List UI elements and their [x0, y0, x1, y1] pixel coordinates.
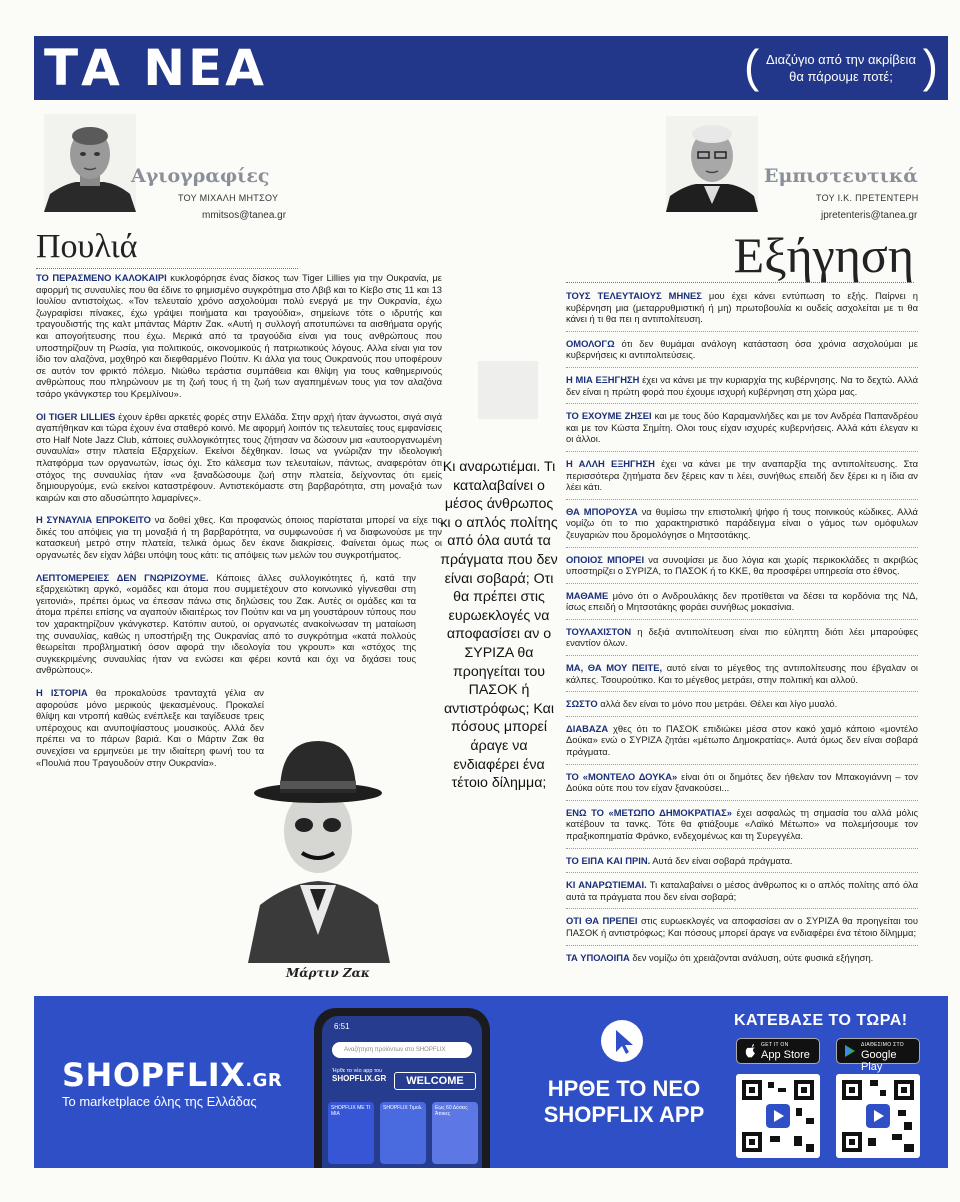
- apple-icon: [743, 1044, 757, 1058]
- paragraph: ΚΙ ΑΝΑΡΩΤΙΕΜΑΙ. Τι καταλαβαίνει ο μέσος άνθρωπος κι ο απλός πολίτης από όλα αυτά τα πράγματα που δεν είναι σοβαρά;: [566, 879, 918, 909]
- paragraph: ΤΟ ΠΕΡΑΣΜΕΝΟ ΚΑΛΟΚΑΙΡΙ κυκλοφόρησε ένας δίσκος των Tiger Lillies για την Ουκρανία, με αφορμή τις συναυλίες που θα έδινε το φημισμένο συγκρότημα στο Λβιβ και το Κίεβο στις 11 και 13 Ιουλίου αντιστοίχως. «Τον τελευταίο χρόνο ασχολούμαι πολύ ενεργά με την Ουκρανία, έχω ζωγραφίσει πίνακες, έχω γράψει ποιήματα και τραγούδια», σημείωνε τότε ο ιδρυτής και τραγουδιστής της καλτ μπάντας Μάρτιν Ζακ. «Αυτή η συλλογή αποτυπώνει τα αισθήματα οργής και απογοήτευσης που έχω. Μερικά από τα τραγούδια είναι για τους ανθρώπους που υποστηρίζουν τη Ρωσία, για πολιτικούς, οικονομικούς ή πατριωτικούς λόγους. Αλλα είναι για τον ίδιο τον αλαζόνα, μοχθηρό και διεφθαρμένο Πούτιν. Κι άλλα για τους Ουκρανούς που υποφέρουν σε αυτόν τον φρικτό πόλεμο. Νιώθω τεράστια συμπάθεια και θλίψη για τους καθημερινούς ανθρώπους που πληρώνουν με τη ζωή τους ή τη ζωή των αγαπημένων τους για τον αλαζόνα τσάρο γκάνγκστερ του Κρεμλίνου».: [36, 272, 442, 399]
- phone-time: 6:51: [334, 1022, 350, 1031]
- qr-code-appstore[interactable]: [736, 1074, 820, 1158]
- google-play-icon: [843, 1044, 857, 1058]
- paragraph: Η ΜΙΑ ΕΞΗΓΗΣΗ έχει να κάνει με την κυριαρχία της κυβέρνησης. Να το δεχτώ. Αλλά δεν είναι η πρώτη φορά που έχουμε ισχυρή κυβέρνηση στη χώρα μας.: [566, 374, 918, 404]
- motto-line-2: θα πάρουμε ποτέ;: [789, 69, 893, 84]
- pull-quote: Κι αναρωτιέμαι. Τι καταλαβαίνει ο μέσος άνθρωπος κι ο απλός πολίτης από όλα αυτά τα πράγματα που δεν είναι σοβαρά; Οτι θα πρέπει στις ευρωεκλογές να αποφασίσει αν ο ΣΥΡΙΖΑ θα προηγείται του ΠΑΣΟΚ ή αντιστρόφως; Και πόσους μπορεί άραγε να ενδιαφέρει ένα τέτοιο δίλημμα;: [440, 459, 558, 792]
- paragraph: ΣΩΣΤΟ αλλά δεν είναι το μόνο που μετράει. Θέλει και λίγο μυαλό.: [566, 698, 918, 717]
- columnist-portrait-mitsos: [44, 114, 136, 212]
- article-title-left: Πουλιά: [36, 228, 138, 265]
- phone-card: SHOPFLIX Τιμολ.: [380, 1102, 426, 1164]
- rubric-right: Εμπιστευτικά: [764, 165, 918, 187]
- paragraph: Η ΑΛΛΗ ΕΞΗΓΗΣΗ έχει να κάνει με την αναπαρξία της αντιπολίτευσης. Στα περισσότερα ζητήματα δεν ξέρεις καν τι λέει, συνήθως επειδή δεν ξέρει κι η ίδια αν λέει κάτι.: [566, 458, 918, 500]
- paragraph: ΟΠΟΙΟΣ ΜΠΟΡΕΙ να συνοψίσει με δυο λόγια και χωρίς περικοκλάδες τι ακριβώς υποστηρίζει ο ΣΥΡΙΖΑ, το ΠΑΣΟΚ ή το ΚΚΕ, θα προσφέρει υπηρεσία στο έθνος.: [566, 554, 918, 584]
- phone-card: SHOPFLIX ΜΕ ΤΙ ΜΙΑ: [328, 1102, 374, 1164]
- article-body-right: [566, 290, 918, 975]
- paragraph: ΤΟΥΛΑΧΙΣΤΟΝ η δεξιά αντιπολίτευση είναι πιο εύληπτη διότι λέει μπαρούφες εναντίον όλων.: [566, 626, 918, 656]
- masthead-motto: [744, 40, 938, 92]
- email-right[interactable]: jpretenteris@tanea.gr: [821, 210, 918, 221]
- masthead: [34, 36, 948, 100]
- byline-left: ΤΟΥ ΜΙΧΑΛΗ ΜΗΤΣΟΥ: [178, 193, 279, 203]
- paragraph: ΟΜΟΛΟΓΩ ότι δεν θυμάμαι ανάλογη κατάσταση όσα χρόνια ασχολούμαι με κυβερνήσεις κι αντιπολιτεύσεις.: [566, 338, 918, 368]
- article-title-right: Εξήγηση: [733, 227, 914, 283]
- motto-line-1: Διαζύγιο από την ακρίβεια: [766, 52, 916, 67]
- paragraph: ΔΙΑΒΑΖΑ χθες ότι το ΠΑΣΟΚ επιδιώκει μέσα στον κακό χαμό κάποιο «μοντέλο Δούκα» ενώ ο ΣΥΡΙΖΑ ζητάει «μέτωπο Δημοκρατίας». Αυτά όμως δεν είναι σοβαρά πράγματα.: [566, 723, 918, 765]
- phone-card: Εως 60 Δόσεις Άτοκες: [432, 1102, 478, 1164]
- pointer-icon: [601, 1020, 643, 1062]
- paragraph: ΟΤΙ ΘΑ ΠΡΕΠΕΙ στις ευρωεκλογές να αποφασίσει αν ο ΣΥΡΙΖΑ θα προηγείται του ΠΑΣΟΚ ή αντιστρόφως; Και πόσους μπορεί άραγε να ενδιαφέρει ένα τέτοιο δίλημμα;: [566, 915, 918, 945]
- paragraph: ΤΟ ΕΙΠΑ ΚΑΙ ΠΡΙΝ. Αυτά δεν είναι σοβαρά πράγματα.: [566, 855, 918, 874]
- paragraph: ΜΑ, ΘΑ ΜΟΥ ΠΕΙΤΕ, αυτό είναι το μέγεθος της αντιπολίτευσης που έβγαλαν οι κάλπες. Τσουρούτικο. Και το μέγεθος μετράει, στην πολιτική και αλλού.: [566, 662, 918, 692]
- article-body-left: [36, 272, 442, 779]
- paragraph: ΤΟ «ΜΟΝΤΕΛΟ ΔΟΥΚΑ» είναι ότι οι δημότες δεν ήθελαν τον Μπακογιάννη – τον Δούκα ούτε που τον είχαν ξανακούσει...: [566, 771, 918, 801]
- title-divider-right: [566, 282, 914, 283]
- google-play-button[interactable]: ΔΙΑΘΕΣΙΜΟ ΣΤΟ Google Play: [836, 1038, 920, 1064]
- phone-welcome-badge: WELCOME: [394, 1072, 476, 1090]
- shopflix-ad-banner[interactable]: [34, 996, 948, 1168]
- faint-background-graphic: [472, 355, 552, 425]
- download-now-label: ΚΑΤΕΒΑΣΕ ΤΟ ΤΩΡΑ!: [734, 1012, 908, 1029]
- phone-cards: [328, 1102, 478, 1166]
- phone-search-bar: Αναζήτηση προϊόντων στο SHOPFLIX: [332, 1042, 472, 1058]
- rubric-left: Αγιογραφίες: [131, 165, 270, 187]
- paragraph: ΘΑ ΜΠΟΡΟΥΣΑ να θυμίσω την επιστολική ψήφο ή τους ποινικούς κώδικες. Αλλά νομίζω ότι το πιο χαρακτηριστικό παράδειγμα είναι ο γάμος των ομόφυλων ζευγαριών που δρομολόγησε ο Μητσοτάκης.: [566, 506, 918, 548]
- martin-zak-photo: [238, 735, 398, 963]
- paragraph: ΤΟΥΣ ΤΕΛΕΥΤΑΙΟΥΣ ΜΗΝΕΣ μου έχει κάνει εντύπωση το εξής. Παίρνει η κυβέρνηση μια (μεταρρυθμιστική ή μη) πρωτοβουλία κι ουδείς ασχολείται με τι θα κάνει ή τι θα πει η αντιπολίτευση.: [566, 290, 918, 332]
- paragraph: ΜΑΘΑΜΕ μόνο ότι ο Ανδρουλάκης δεν προτίθεται να δέσει τα κορδόνια της ΝΔ, ίσως επειδή ο Μητσοτάκης φοράει συνήθως μοκασίνια.: [566, 590, 918, 620]
- phone-screen: [322, 1016, 482, 1168]
- paragraph: ΤΑ ΥΠΟΛΟΙΠΑ δεν νομίζω ότι χρειάζονται ανάλυση, ούτε φυσικά εξήγηση.: [566, 951, 874, 963]
- shopflix-logo: SHOPFLIX.GR: [62, 1056, 283, 1094]
- byline-right: ΤΟΥ Ι.Κ. ΠΡΕΤΕΝΤΕΡΗ: [816, 193, 919, 203]
- phone-app-promo: Ήρθε το νέο app του SHOPFLIX.GR: [332, 1068, 387, 1083]
- paragraph: ΟΙ TIGER LILLIES έχουν έρθει αρκετές φορές στην Ελλάδα. Στην αρχή ήταν άγνωστοι, σιγά σιγά αγαπήθηκαν και τώρα έχουν ένα σταθερό κοινό. Με αφορμή λοιπόν τις τελευταίες τους εμφανίσεις στο Half Note Jazz Club, κάποιες συλλογικότητες τους ζήτησαν να δώσουν μια «αυτοοργανωμένη συναυλία» στην πλατεία Εξαρχείων. Εκείνοι δέχθηκαν. Ισως να γνώριζαν την ιδεολογική πλατφόρμα των οργανωτών, ίσως όχι. Στο κάλεσμα των τελευταίων, πάντως, αναφερόταν ότι στόχος της συναυλίας ήταν «να ξαναδώσουμε ζωή στην πλατεία, δείχνοντας ότι εμείς δημιουργούμε, ενώ εκείνοι καταστρέφουν. Αντιστεκόμαστε στη βαρβαρότητα, στη μοναξιά των καιρών και στο αδυσώπητο λαμαρίνες».: [36, 410, 442, 503]
- app-store-button[interactable]: GET IT ON App Store: [736, 1038, 820, 1064]
- left-paren-decoration: (: [744, 40, 760, 92]
- title-divider-left: [36, 268, 298, 269]
- paragraph: Η ΙΣΤΟΡΙΑ θα προκαλούσε τρανταχτά γέλια αν αφορούσε μόνο μερικούς ψεκασμένους. Προκαλεί θλίψη και ντροπή καθώς ενέπλεξε και ταγίδευσε τρεις υπέροχους και ανυποψίαστους μουσικούς. Αλλά δεν πρέπει να το πάρων βαριά. Και ο Μάρτιν Ζακ θα συνεχίσει να ερμηνεύει με την ιδιαίτερη φωνή του τα «Πουλιά που Τραγουδούν στην Ουκρανία».: [36, 687, 264, 768]
- paragraph: ΛΕΠΤΟΜΕΡΕΙΕΣ ΔΕΝ ΓΝΩΡΙΖΟΥΜΕ. Κάποιες άλλες συλλογικότητες ή, κατά την εξαρχειώτικη αργκό, «ομάδες και άτομα που συμμετέχουν στο κοινωνικό γίγνεσθαι στη γειτονιά», πρέπει όμως να έπεσαν πάνω στις δηλώσεις του Ζακ. Αυτές οι ομάδες και τα άτομα πρέπει επίσης να αγαπούν ιδιαιτέρως τον Πούτιν και να μη γουστάρουν τύπους που τον χαρακτηρίζουν γκάνγκστερ. Κατόπιν αυτού, οι οργανωτές ανακοίνωσαν τη ματαίωση της συναυλίας, καθώς η υποστήριξη της Ουκρανίας από το συγκρότημα «κατά πολλούς θεωρείται προβληματική όσον αφορά την ιδεολογία του γκρουπ» και «στόχος της συγκεκριμένης συναυλίας ήταν να ενώσει και φέρει κοντά και όχι να διχάσει τους ανθρώπους».: [36, 571, 416, 676]
- photo-caption: Μάρτιν Ζακ: [286, 966, 370, 980]
- right-paren-decoration: ): [922, 40, 938, 92]
- paragraph: ΕΝΩ ΤΟ «ΜΕΤΩΠΟ ΔΗΜΟΚΡΑΤΙΑΣ» έχει ασφαλώς τη σημασία του αλλά μόλις κατέβουν τα τανκς. Τότε θα φτιάξουμε «Λαϊκό Μέτωπο» να πολεμήσουμε τον πραξικοπηματία Φράνκο, ενδεχομένως και τη Συρεγγέλα.: [566, 807, 918, 849]
- phone-mockup: [314, 1008, 490, 1168]
- ad-headline: ΗΡΘΕ ΤΟ ΝΕΟ SHOPFLIX APP: [543, 1076, 705, 1127]
- ad-tagline: Το marketplace όλης της Ελλάδας: [62, 1094, 257, 1109]
- paragraph: Η ΣΥΝΑΥΛΙΑ ΕΠΡΟΚΕΙΤΟ να δοθεί χθες. Και προφανώς όποιος παρίσταται μπορεί να είχε τις δικές του απόψεις για τη μοναξιά ή τη βαρβαρότητα, να συμφωνούσε ή να διαφωνούσε με την κατασκευή μετρό στην πλατεία, τελικά όμως δεν έκανε διακρίσεις. Φαίνεται όμως πως οι οργανωτές δεν είχαν λάβει υπόψη τους κάτι: τις απόψεις των μελών του συγκροτήματος.: [36, 514, 442, 561]
- email-left[interactable]: mmitsos@tanea.gr: [202, 210, 287, 221]
- qr-code-googleplay[interactable]: [836, 1074, 920, 1158]
- newspaper-logo: ΤΑ ΝΕΑ: [44, 39, 267, 97]
- columnist-portrait-pretenteris: [666, 116, 758, 212]
- paragraph: ΤΟ ΕΧΟΥΜΕ ΖΗΣΕΙ και με τους δύο Καραμανλήδες και με τον Ανδρέα Παπανδρέου και με τον Κώστα Σημίτη. Ολοι τους είχαν ισχυρές κυβερνήσεις. Αλλά κάτι έλεγαν κι οι άλλοι.: [566, 410, 918, 452]
